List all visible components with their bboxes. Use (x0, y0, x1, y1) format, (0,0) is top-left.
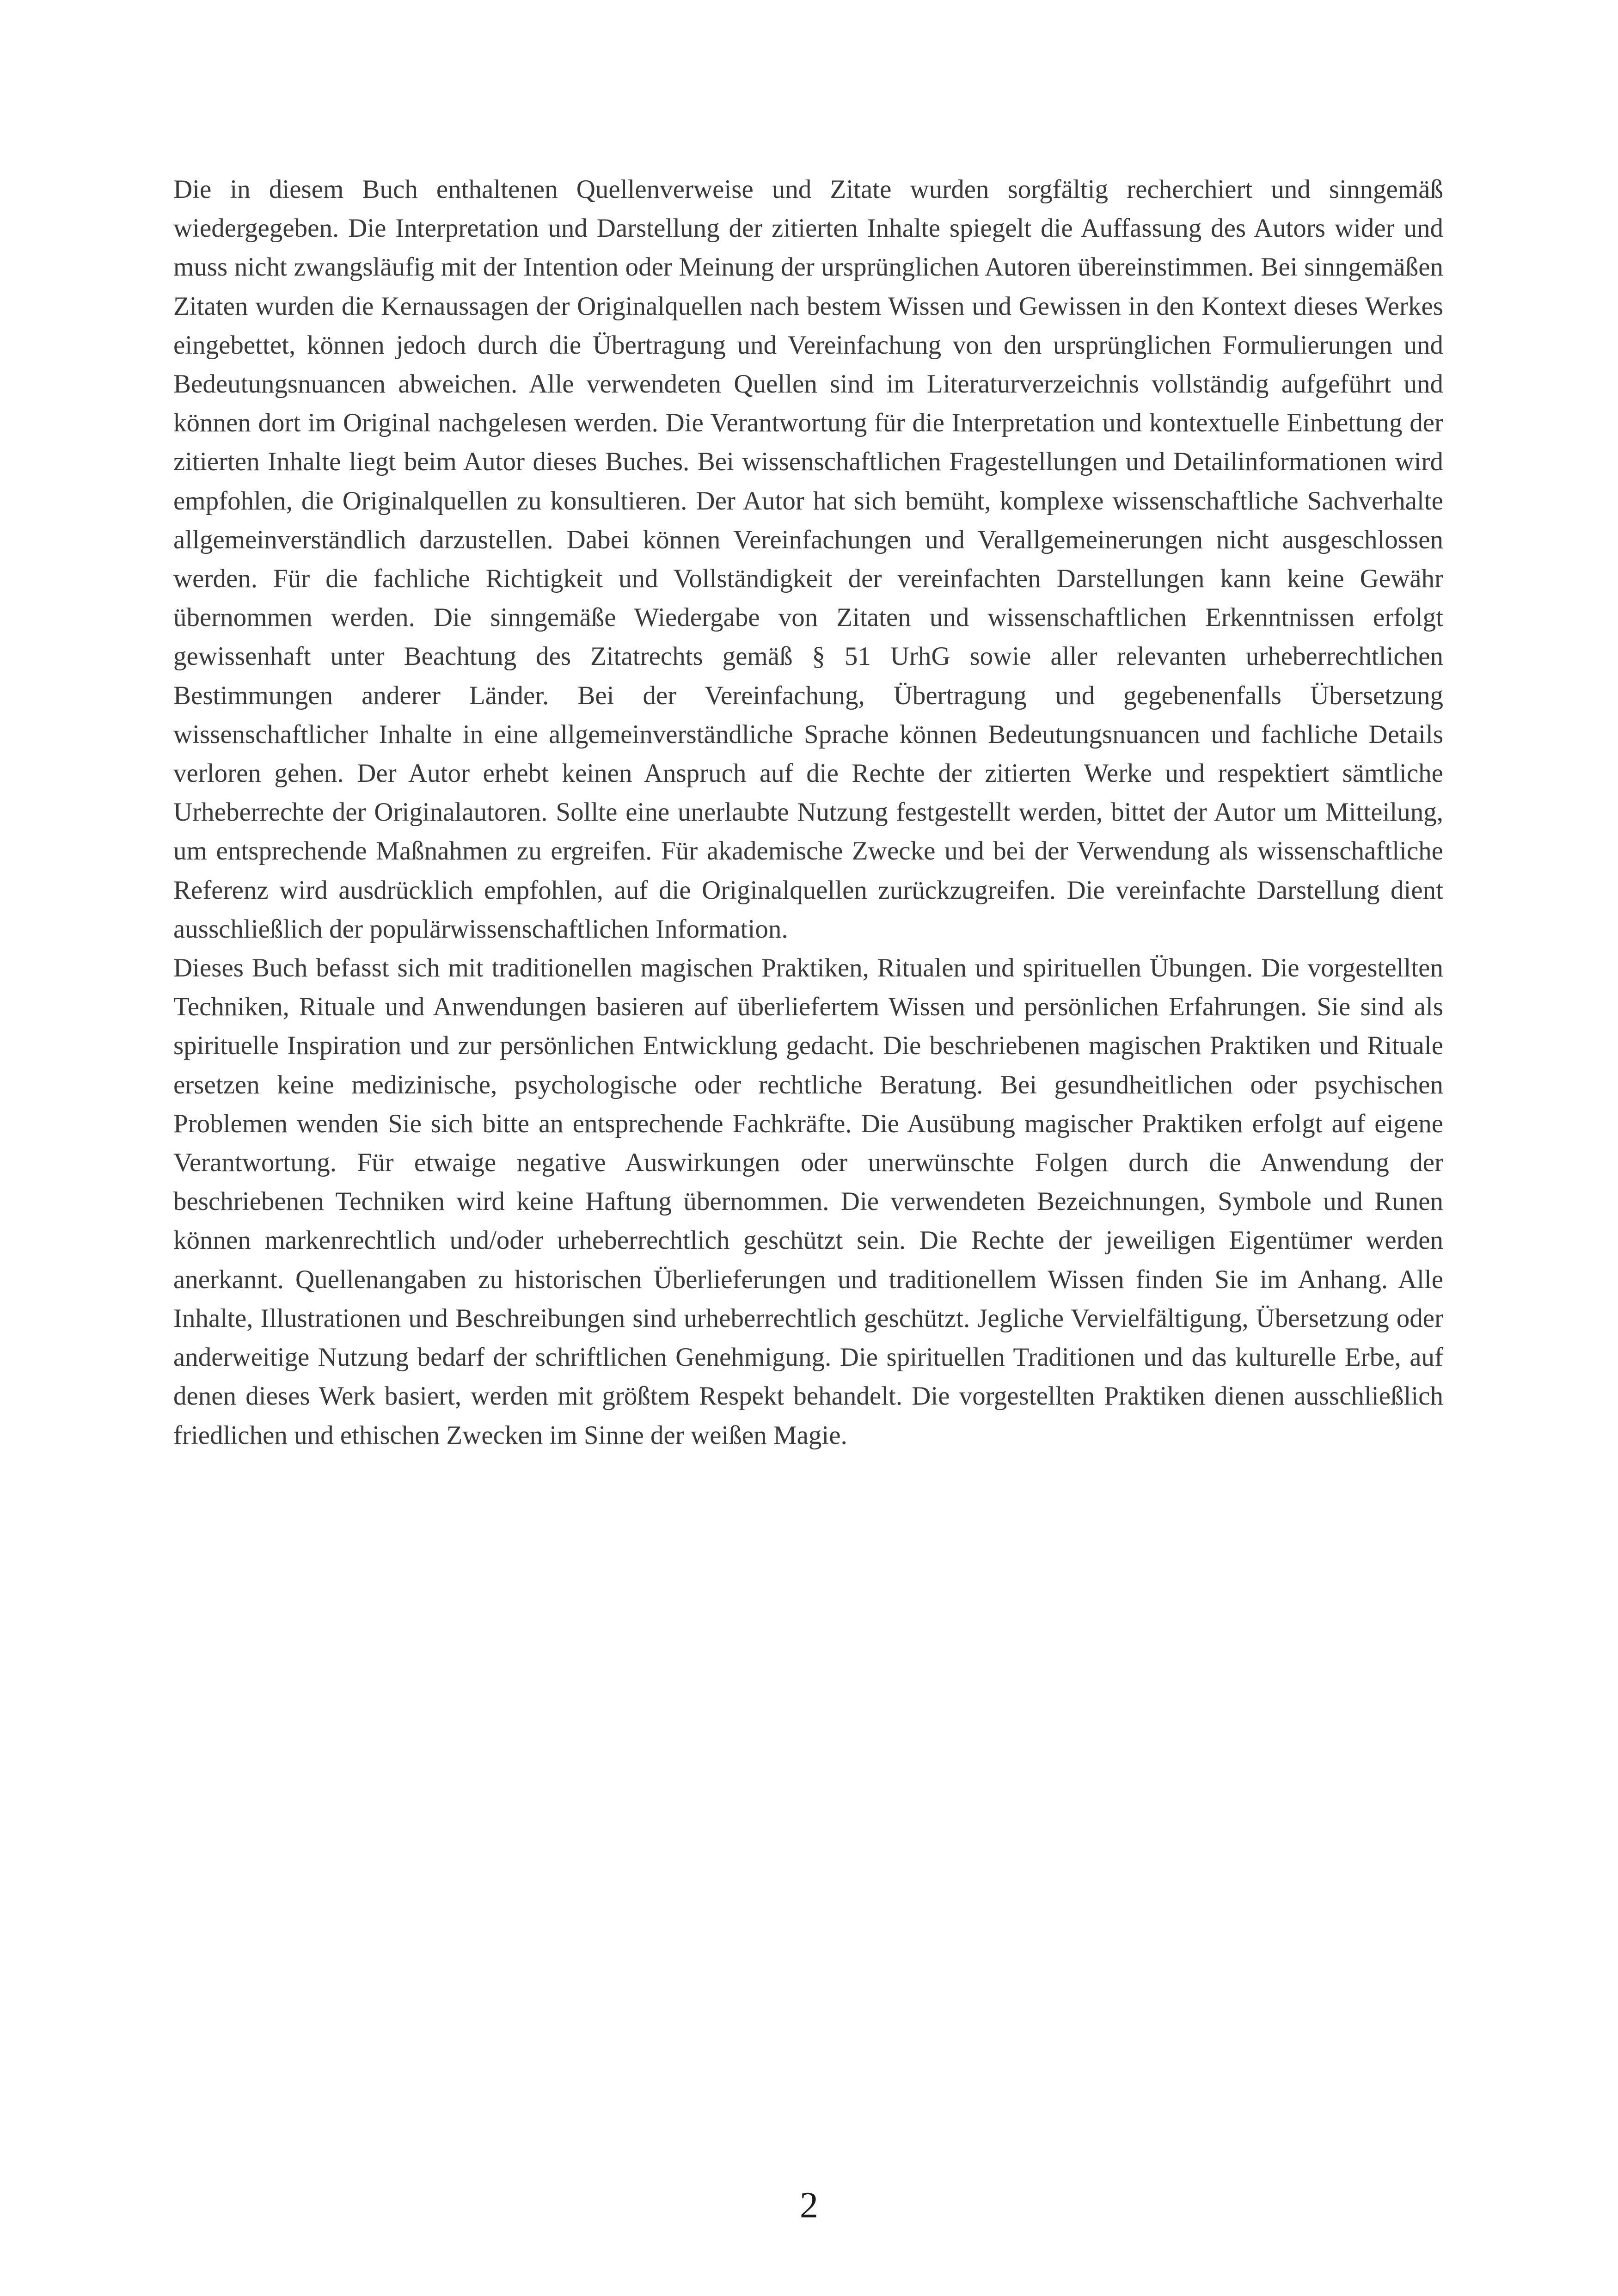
paragraph-sources-disclaimer: Die in diesem Buch enthaltenen Quellenverweise und Zitate wurden sorgfältig recherchiert und sinngemäß wiedergegeben. Die Interpretation und Darstellung der zitierten Inhalte spiegelt die Auffassung des Autors wider und muss nicht zwangsläufig mit der Intention oder Meinung der ursprünglichen Autoren übereinstimmen. Bei sinngemäßen Zitaten wurden die Kernaussagen der Originalquellen nach bestem Wissen und Gewissen in den Kontext dieses Werkes eingebettet, können jedoch durch die Übertragung und Vereinfachung von den ursprünglichen Formulierungen und Bedeutungsnuancen abweichen. Alle verwendeten Quellen sind im Literaturverzeichnis vollständig aufgeführt und können dort im Original nachgelesen werden. Die Verantwortung für die Interpretation und kontextuelle Einbettung der zitierten Inhalte liegt beim Autor dieses Buches. Bei wissenschaftlichen Fragestellungen und Detailinformationen wird empfohlen, die Originalquellen zu konsultieren. Der Autor hat sich bemüht, komplexe wissenschaftliche Sachverhalte allgemeinverständlich darzustellen. Dabei können Vereinfachungen und Verallgemeinerungen nicht ausgeschlossen werden. Für die fachliche Richtigkeit und Vollständigkeit der vereinfachten Darstellungen kann keine Gewähr übernommen werden. Die sinngemäße Wiedergabe von Zitaten und wissenschaftlichen Erkenntnissen erfolgt gewissenhaft unter Beachtung des Zitatrechts gemäß § 51 UrhG sowie aller relevanten urheberrechtlichen Bestimmungen anderer Länder. Bei der Vereinfachung, Übertragung und gegebenenfalls Übersetzung wissenschaftlicher Inhalte in eine allgemeinverständliche Sprache können Bedeutungsnuancen und fachliche Details verloren gehen. Der Autor erhebt keinen Anspruch auf die Rechte der zitierten Werke und respektiert sämtliche Urheberrechte der Originalautoren. Sollte eine unerlaubte Nutzung festgestellt werden, bittet der Autor um Mitteilung, um entsprechende Maßnahmen zu ergreifen. Für akademische Zwecke und bei der Verwendung als wissenschaftliche Referenz wird ausdrücklich empfohlen, auf die Originalquellen zurückzugreifen. Die vereinfachte Darstellung dient ausschließlich der populärwissenschaftlichen Information. (173, 175, 1443, 944)
body-text (173, 170, 1443, 1455)
paragraph-magic-disclaimer: Dieses Buch befasst sich mit traditionellen magischen Praktiken, Ritualen und spirituellen Übungen. Die vorgestellten Techniken, Rituale und Anwendungen basieren auf überliefertem Wissen und persönlichen Erfahrungen. Sie sind als spirituelle Inspiration und zur persönlichen Entwicklung gedacht. Die beschriebenen magischen Praktiken und Rituale ersetzen keine medizinische, psychologische oder rechtliche Beratung. Bei gesundheitlichen oder psychischen Problemen wenden Sie sich bitte an entsprechende Fachkräfte. Die Ausübung magischer Praktiken erfolgt auf eigene Verantwortung. Für etwaige negative Auswirkungen oder unerwünschte Folgen durch die Anwendung der beschriebenen Techniken wird keine Haftung übernommen. Die verwendeten Bezeichnungen, Symbole und Runen können markenrechtlich und/oder urheberrechtlich geschützt sein. Die Rechte der jeweiligen Eigentümer werden anerkannt. Quellenangaben zu historischen Überlieferungen und traditionellem Wissen finden Sie im Anhang. Alle Inhalte, Illustrationen und Beschreibungen sind urheberrechtlich geschützt. Jegliche Vervielfältigung, Übersetzung oder anderweitige Nutzung bedarf der schriftlichen Genehmigung. Die spirituellen Traditionen und das kulturelle Erbe, auf denen dieses Werk basiert, werden mit größtem Respekt behandelt. Die vorgestellten Praktiken dienen ausschließlich friedlichen und ethischen Zwecken im Sinne der weißen Magie. (173, 953, 1443, 1450)
page-number: 2 (800, 2185, 818, 2226)
